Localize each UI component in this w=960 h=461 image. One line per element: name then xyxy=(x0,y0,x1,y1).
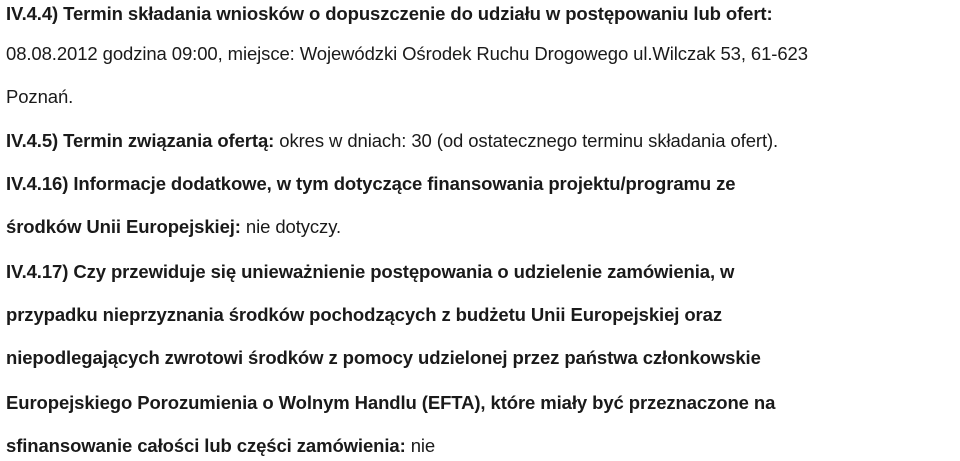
section-iv-4-17-line-5 xyxy=(6,434,435,458)
section-heading: IV.4.16) Informacje dodatkowe, w tym dotyczące finansowania projektu/programu ze xyxy=(6,173,736,194)
section-heading: niepodlegających zwrotowi środków z pomocy udzielonej przez państwa członkowskie xyxy=(6,347,761,368)
section-text: Poznań. xyxy=(6,86,74,107)
section-iv-4-4-line-3 xyxy=(6,85,73,109)
section-iv-4-17-line-4 xyxy=(6,391,775,415)
section-iv-4-5-line-1 xyxy=(6,129,778,153)
section-iv-4-4-line-1 xyxy=(6,2,773,26)
section-text: okres w dniach: 30 (od ostatecznego terminu składania ofert). xyxy=(274,130,779,151)
section-text: nie dotyczy. xyxy=(240,216,342,237)
section-heading: Europejskiego Porozumienia o Wolnym Handlu (EFTA), które miały być przeznaczone na xyxy=(6,392,776,413)
section-iv-4-17-line-1 xyxy=(6,260,734,284)
section-iv-4-16-line-2 xyxy=(6,215,341,239)
section-heading: IV.4.17) Czy przewiduje się unieważnienie postępowania o udzielenie zamówienia, w xyxy=(6,261,735,282)
section-heading: środków Unii Europejskiej: xyxy=(6,216,241,237)
section-heading: IV.4.4) Termin składania wniosków o dopuszczenie do udziału w postępowaniu lub ofert: xyxy=(6,3,773,24)
section-heading: IV.4.5) Termin związania ofertą: xyxy=(6,130,275,151)
section-text: nie xyxy=(405,435,436,456)
section-text: 08.08.2012 godzina 09:00, miejsce: Wojewódzki Ośrodek Ruchu Drogowego ul.Wilczak 53, 61-623 xyxy=(6,43,808,64)
section-iv-4-4-line-2 xyxy=(6,42,808,66)
section-heading: przypadku nieprzyznania środków pochodzących z budżetu Unii Europejskiej oraz xyxy=(6,304,722,325)
section-iv-4-16-line-1 xyxy=(6,172,735,196)
section-iv-4-17-line-2 xyxy=(6,303,722,327)
section-heading: sfinansowanie całości lub części zamówienia: xyxy=(6,435,406,456)
section-iv-4-17-line-3 xyxy=(6,346,761,370)
